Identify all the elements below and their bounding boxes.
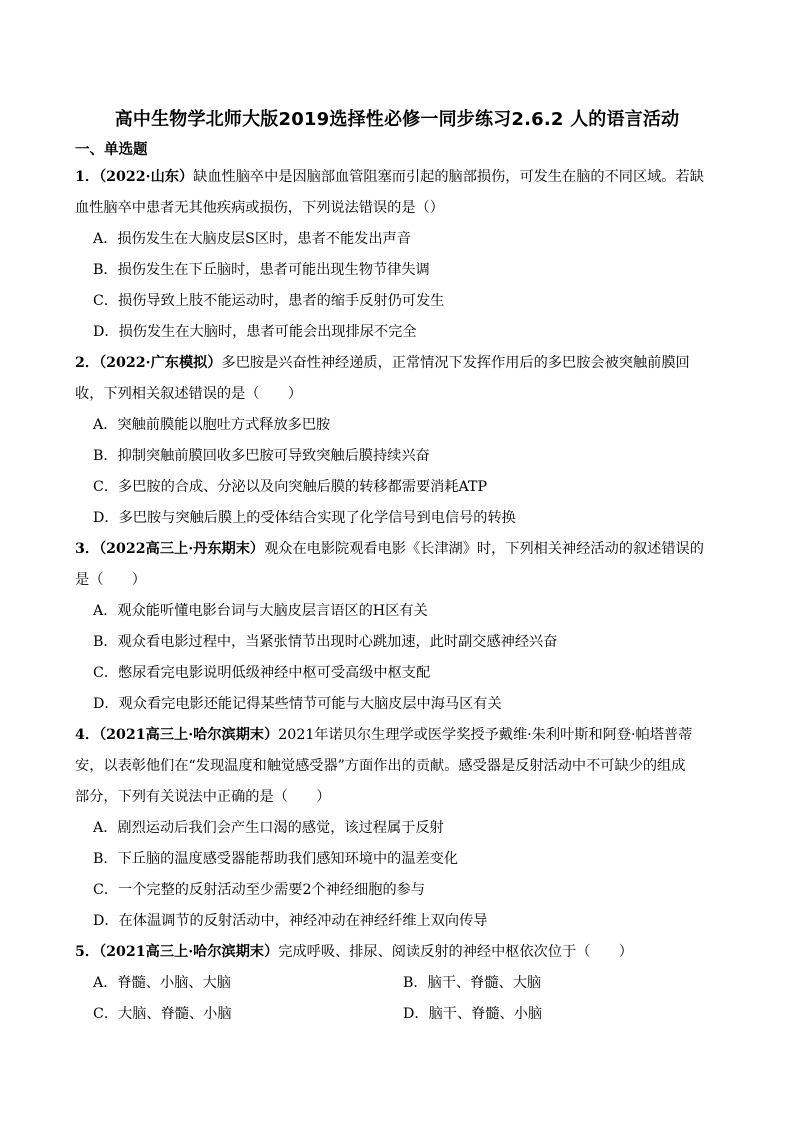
question-number: 5． xyxy=(75,944,100,960)
question-source: （2022·广东模拟） xyxy=(99,355,222,371)
option-b: B．下丘脑的温度感受器能帮助我们感知环境中的温差变化 xyxy=(93,851,459,867)
question-number: 3． xyxy=(75,541,100,557)
option-d: D．脑干、脊髓、小脑 xyxy=(403,1006,543,1022)
question-source: （2022·山东） xyxy=(99,169,194,185)
question-3-stem xyxy=(75,538,725,558)
question-source: （2021高三上·哈尔滨期末） xyxy=(99,727,279,743)
question-number: 2． xyxy=(75,355,100,371)
question-5-stem xyxy=(75,941,725,961)
option-a: A．剧烈运动后我们会产生口渴的感觉，该过程属于反射 xyxy=(93,820,444,836)
option-c: C．憋尿看完电影说明低级神经中枢可受高级中枢支配 xyxy=(93,665,431,681)
question-text: 缺血性脑卒中是因脑部血管阻塞而引起的脑部损伤，可发生在脑的不同区域。若缺 xyxy=(193,169,704,185)
option-b: B．脑干、脊髓、大脑 xyxy=(403,975,542,991)
question-4-stem xyxy=(75,724,725,744)
option-a: A．损伤发生在大脑皮层S区时，患者不能发出声音 xyxy=(93,231,411,247)
option-c: C．一个完整的反射活动至少需要2个神经细胞的参与 xyxy=(93,882,426,898)
question-1-stem xyxy=(75,166,725,186)
question-2-stem xyxy=(75,352,725,372)
question-text-line: 是（ ） xyxy=(75,572,146,588)
option-c: C．多巴胺的合成、分泌以及向突触后膜的转移都需要消耗ATP xyxy=(93,479,488,495)
question-text-line: 部分，下列有关说法中正确的是（ ） xyxy=(75,789,331,805)
option-c: C．损伤导致上肢不能运动时，患者的缩手反射仍可发生 xyxy=(93,293,445,309)
question-text-line: 收，下列相关叙述错误的是（ ） xyxy=(75,386,303,402)
option-b: B．损伤发生在下丘脑时，患者可能出现生物节律失调 xyxy=(93,262,430,278)
option-a: A．观众能听懂电影台词与大脑皮层言语区的H区有关 xyxy=(93,603,428,619)
question-text: 2021年诺贝尔生理学或医学奖授予戴维·朱利叶斯和阿登·帕塔普蒂 xyxy=(278,727,693,743)
page-title: 高中生物学北师大版2019选择性必修一同步练习2.6.2 人的语言活动 xyxy=(114,109,680,130)
option-b: B．观众看电影过程中，当紧张情节出现时心跳加速，此时副交感神经兴奋 xyxy=(93,634,558,650)
option-d: D．在体温调节的反射活动中，神经冲动在神经纤维上双向传导 xyxy=(93,913,488,929)
question-source: （2022高三上·丹东期末） xyxy=(99,541,265,557)
section-heading: 一、单选题 xyxy=(75,142,148,158)
question-source: （2021高三上·哈尔滨期末） xyxy=(99,944,279,960)
question-number: 1． xyxy=(75,169,100,185)
option-d: D．损伤发生在大脑时，患者可能会出现排尿不完全 xyxy=(93,324,417,340)
option-c: C．大脑、脊髓、小脑 xyxy=(93,1006,232,1022)
question-text-line: 血性脑卒中患者无其他疾病或损伤，下列说法错误的是（） xyxy=(75,200,444,216)
option-d: D．观众看完电影还能记得某些情节可能与大脑皮层中海马区有关 xyxy=(93,696,502,712)
question-text: 观众在电影院观看电影《长津湖》时，下列相关神经活动的叙述错误的 xyxy=(264,541,704,557)
question-text: 多巴胺是兴奋性神经递质，正常情况下发挥作用后的多巴胺会被突触前膜回 xyxy=(221,355,690,371)
question-text-line: 安，以表彰他们在“发现温度和触觉感受器”方面作出的贡献。感受器是反射活动中不可缺少的组成 xyxy=(75,758,686,774)
option-a: A．突触前膜能以胞吐方式释放多巴胺 xyxy=(93,417,331,433)
question-number: 4． xyxy=(75,727,100,743)
option-a: A．脊髓、小脑、大脑 xyxy=(93,975,231,991)
option-d: D．多巴胺与突触后膜上的受体结合实现了化学信号到电信号的转换 xyxy=(93,510,516,526)
option-b: B．抑制突触前膜回收多巴胺可导致突触后膜持续兴奋 xyxy=(93,448,430,464)
question-text: 完成呼吸、排尿、阅读反射的神经中枢依次位于（ ） xyxy=(278,944,633,960)
